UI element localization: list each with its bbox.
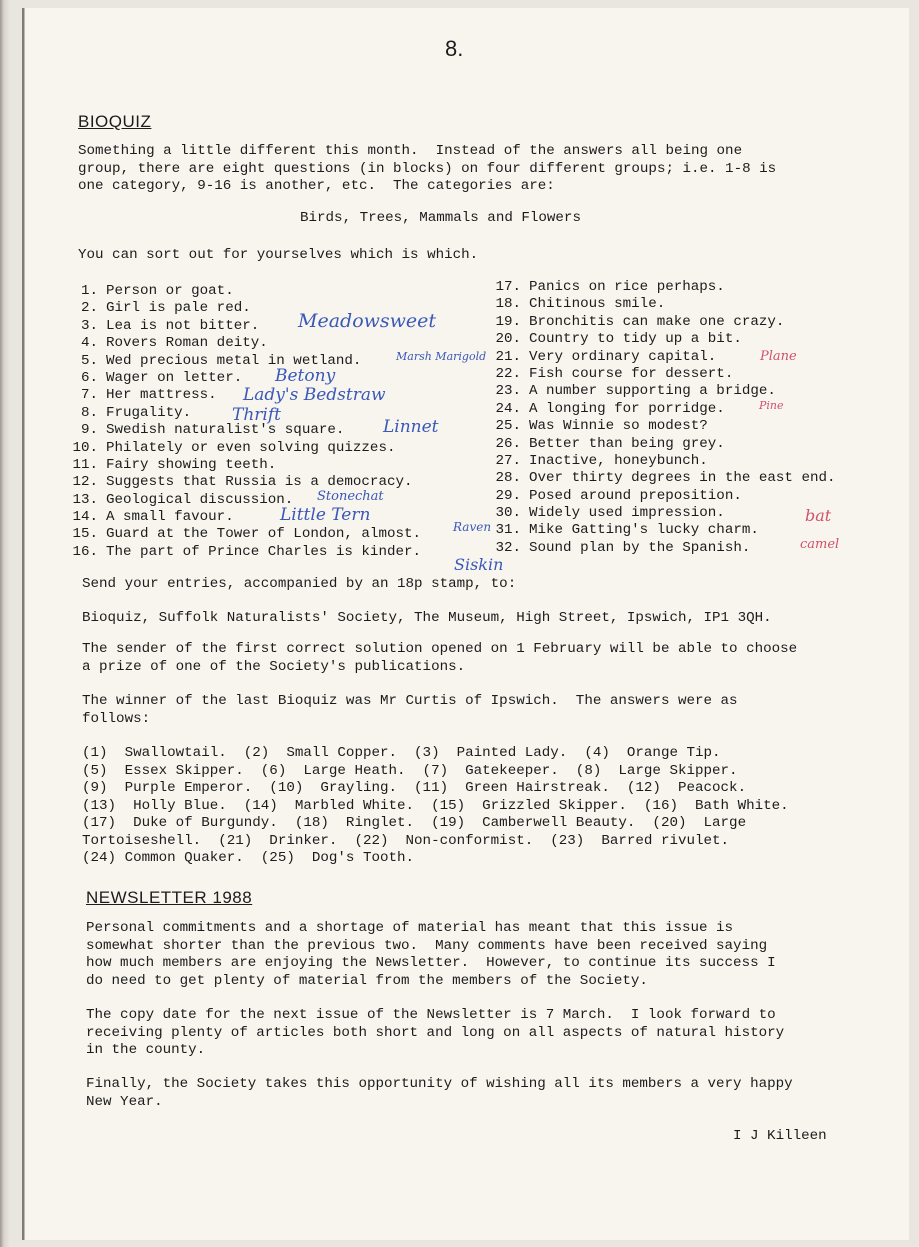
question-number: 17. [495,279,521,295]
question-number: 16. [72,543,98,560]
question-number: 11. [72,456,98,473]
question-number: 14. [72,509,98,526]
question-text: Country to tidy up a bit. [529,331,742,348]
question-item [485,453,836,470]
question-text: Fairy showing teeth. [106,456,277,473]
question-text: A longing for porridge. [529,400,725,417]
question-text: Bronchitis can make one crazy. [529,313,785,330]
question-item [485,314,836,331]
question-number: 4. [80,335,98,352]
question-text: Wager on letter. [106,369,243,386]
handwritten-little-tern: Little Tern [280,505,371,525]
author-signature: I J Killeen [733,1128,827,1144]
question-number: 26. [495,435,521,452]
prize-note: The sender of the first correct solution opened on 1 February will be able to choose a prize of one of the Society's publications. [82,641,798,675]
question-text: Over thirty degrees in the east end. [529,470,836,487]
newsletter-paragraph-2: The copy date for the next issue of the Newsletter is 7 March. I look forward to receiving plenty of articles both short and long on all aspects of natural history in the county. [86,1007,785,1058]
question-text: A small favour. [106,509,234,526]
question-item [485,505,836,522]
bioquiz-heading: BIOQUIZ [78,112,152,131]
question-number: 25. [495,418,521,435]
question-text: Philately or even solving quizzes. [106,439,396,456]
question-text: Mike Gatting's lucky charm. [529,522,759,539]
question-text: Chitinous smile. [529,296,666,313]
question-text: Inactive, honeybunch. [529,452,708,469]
question-number: 7. [80,387,98,404]
bioquiz-sort-note: You can sort out for yourselves which is which. [78,247,479,263]
question-number: 31. [495,522,521,539]
question-number: 30. [495,505,521,522]
question-number: 32. [495,539,521,556]
question-number: 10. [72,439,98,456]
question-text: The part of Prince Charles is kinder. [106,543,422,560]
question-text: Very ordinary capital. [529,348,717,365]
winner-note: The winner of the last Bioquiz was Mr Curtis of Ipswich. The answers were as follows: [82,693,738,727]
question-number: 29. [495,487,521,504]
question-text: Geological discussion. [106,491,294,508]
question-text: Panics on rice perhaps. [529,279,725,295]
page-number: 8. [445,36,464,61]
question-text: Sound plan by the Spanish. [529,539,751,556]
bioquiz-categories: Birds, Trees, Mammals and Flowers [300,210,581,226]
question-number: 24. [495,400,521,417]
questions-list-right [485,279,836,557]
question-text: Swedish naturalist's square. [106,422,345,439]
question-item [485,418,836,435]
handwritten-meadowsweet: Meadowsweet [298,310,437,332]
question-number: 20. [495,331,521,348]
question-number: 18. [495,296,521,313]
question-number: 6. [80,369,98,386]
question-number: 1. [80,283,98,299]
handwritten-siskin: Siskin [454,555,504,574]
newsletter-heading: NEWSLETTER 1988 [86,888,253,907]
question-text: Better than being grey. [529,435,725,452]
handwritten-pine: Pine [759,399,784,412]
entry-address: Bioquiz, Suffolk Naturalists' Society, The Museum, High Street, Ipswich, IP1 3QH. [82,610,772,626]
handwritten-stonechat: Stonechat [317,489,384,504]
question-item [62,353,421,370]
handwritten-bat: bat [805,506,832,525]
question-text: Posed around preposition. [529,487,742,504]
question-item [62,544,421,561]
question-number: 13. [72,491,98,508]
question-item [485,488,836,505]
send-entries-note: Send your entries, accompanied by an 18p stamp, to: [82,576,517,592]
question-item [485,331,836,348]
question-number: 2. [80,300,98,317]
question-text: A number supporting a bridge. [529,383,776,400]
bioquiz-intro: Something a little different this month. Instead of the answers all being one group, there are eight questions (in blocks) on four different groups; i.e. 1-8 is one category, 9-16 is another, etc. The categories are: [78,143,777,194]
handwritten-marsh-marigold: Marsh Marigold [396,350,487,363]
question-text: Girl is pale red. [106,300,251,317]
question-text: Fish course for dessert. [529,365,734,382]
question-text: Suggests that Russia is a democracy. [106,474,413,491]
previous-answers: (1) Swallowtail. (2) Small Copper. (3) Painted Lady. (4) Orange Tip. (5) Essex Skipper. (6) Large Heath. (7) Gatekeeper. (8) Large Skipper. (9) Purple Emperor. (10) Grayling. (11) Green Hairstreak. (12) Peacock. (13) Holly Blue. (14) Marbled White. (15) Grizzled Skipper. (16) Bath White. (17) Duke of Burgundy. (18) Ringlet. (19) Camberwell Beauty. (20) Large Tortoiseshell. (21) Drinker. (22) Non-conformist. (23) Barred rivulet. (24) Common Quaker. (25) Dog's Tooth. [82,745,789,866]
question-text: Frugality. [106,404,192,421]
handwritten-ladys-bedstraw: Lady's Bedstraw [243,385,386,405]
question-text: Rovers Roman deity. [106,335,268,352]
handwritten-linnet: Linnet [383,417,439,437]
question-number: 9. [80,422,98,439]
handwritten-betony: Betony [275,366,336,386]
question-text: Widely used impression. [529,505,725,522]
handwritten-camel: camel [800,537,840,552]
question-number: 23. [495,383,521,400]
question-number: 22. [495,365,521,382]
handwritten-plane: Plane [760,349,797,364]
question-text: Wed precious metal in wetland. [106,352,362,369]
question-text: Person or goat. [106,283,234,299]
question-item [62,335,421,352]
question-text: Her mattress. [106,387,217,404]
question-item [485,540,836,557]
handwritten-thrift: Thrift [232,405,281,425]
question-item [485,436,836,453]
question-number: 28. [495,470,521,487]
question-item [62,457,421,474]
question-text: Lea is not bitter. [106,317,260,334]
question-item [485,366,836,383]
newsletter-paragraph-1: Personal commitments and a shortage of material has meant that this issue is somewhat shorter than the previous two. Many comments have been received saying how much members are enjoying the Newsletter. However, to continue its success I do need to get plenty of material from the members of the Society. [86,920,776,989]
question-item [485,279,836,296]
question-number: 19. [495,313,521,330]
newsletter-paragraph-3: Finally, the Society takes this opportunity of wishing all its members a very happy New Year. [86,1076,793,1110]
question-text: Was Winnie so modest? [529,418,708,435]
question-number: 21. [495,348,521,365]
question-item [485,296,836,313]
handwritten-raven: Raven [453,520,492,534]
question-item [485,470,836,487]
question-number: 27. [495,452,521,469]
question-item [62,440,421,457]
question-item [485,522,836,539]
question-number: 8. [80,404,98,421]
question-number: 3. [80,317,98,334]
binding-edge [0,0,10,1247]
question-item [62,283,421,300]
question-number: 15. [72,526,98,543]
question-text: Guard at the Tower of London, almost. [106,526,422,543]
question-item [62,526,421,543]
question-number: 5. [80,352,98,369]
question-number: 12. [72,474,98,491]
